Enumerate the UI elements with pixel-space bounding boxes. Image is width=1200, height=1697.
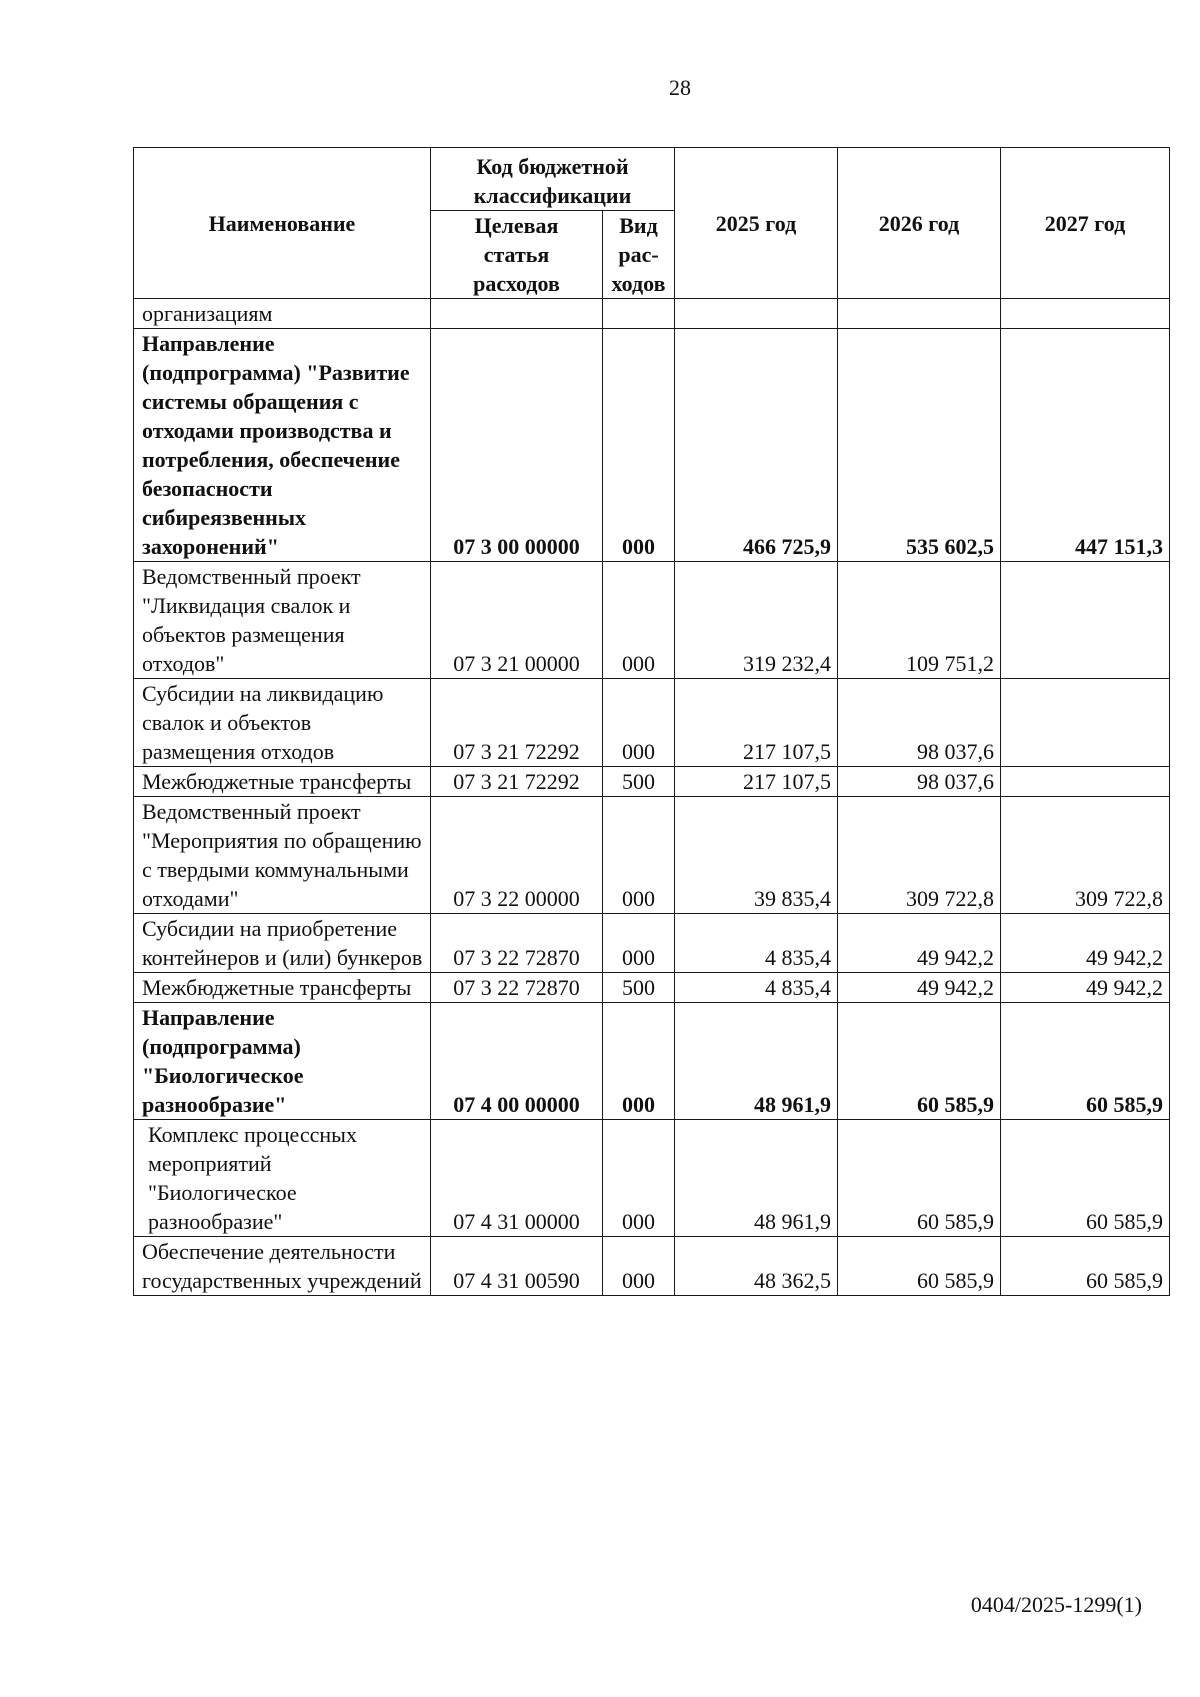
row-name: Обеспечение деятельности государственных учреждений — [134, 1237, 431, 1296]
row-name: Ведомственный проект "Ликвидация свалок и объектов размещения отходов" — [134, 562, 431, 679]
row-value-2026: 109 751,2 — [838, 562, 1001, 679]
row-value-2026: 98 037,6 — [838, 679, 1001, 767]
table-row — [134, 1003, 1170, 1120]
header-2026: 2026 год — [838, 148, 1001, 299]
row-value-2027 — [1001, 299, 1170, 329]
table-row — [134, 329, 1170, 562]
row-target-code: 07 3 21 72292 — [431, 679, 603, 767]
header-code-group: Код бюджетной классификации — [431, 148, 675, 211]
row-value-2027 — [1001, 767, 1170, 797]
row-expense-type: 000 — [603, 679, 675, 767]
row-value-2026: 60 585,9 — [838, 1237, 1001, 1296]
table-row — [134, 973, 1170, 1003]
budget-table — [133, 147, 1170, 1296]
row-value-2027: 60 585,9 — [1001, 1237, 1170, 1296]
row-expense-type: 500 — [603, 767, 675, 797]
row-value-2025 — [675, 299, 838, 329]
row-value-2026: 49 942,2 — [838, 914, 1001, 973]
row-value-2025: 48 961,9 — [675, 1120, 838, 1237]
row-value-2025: 48 961,9 — [675, 1003, 838, 1120]
row-value-2026: 309 722,8 — [838, 797, 1001, 914]
table-row — [134, 299, 1170, 329]
table-row — [134, 1120, 1170, 1237]
header-2027: 2027 год — [1001, 148, 1170, 299]
table-row — [134, 562, 1170, 679]
row-value-2025: 319 232,4 — [675, 562, 838, 679]
header-name: Наименование — [134, 148, 431, 299]
header-target: Целевая статья расходов — [431, 211, 603, 299]
row-target-code: 07 3 00 00000 — [431, 329, 603, 562]
row-value-2026: 535 602,5 — [838, 329, 1001, 562]
row-target-code — [431, 299, 603, 329]
row-expense-type: 000 — [603, 914, 675, 973]
row-name: Направление (подпрограмма) "Биологическое разнообразие" — [134, 1003, 431, 1120]
row-value-2026: 60 585,9 — [838, 1120, 1001, 1237]
row-value-2026: 49 942,2 — [838, 973, 1001, 1003]
row-value-2027 — [1001, 679, 1170, 767]
row-expense-type — [603, 299, 675, 329]
row-target-code: 07 4 31 00000 — [431, 1120, 603, 1237]
row-target-code: 07 3 22 00000 — [431, 797, 603, 914]
row-name: Межбюджетные трансферты — [134, 973, 431, 1003]
row-name: организациям — [134, 299, 431, 329]
row-name: Субсидии на приобретение контейнеров и (или) бункеров — [134, 914, 431, 973]
row-target-code: 07 3 22 72870 — [431, 973, 603, 1003]
row-expense-type: 000 — [603, 562, 675, 679]
table-row — [134, 797, 1170, 914]
table-row — [134, 767, 1170, 797]
row-value-2025: 466 725,9 — [675, 329, 838, 562]
row-name: Ведомственный проект "Мероприятия по обращению с твердыми коммунальными отходами" — [134, 797, 431, 914]
row-expense-type: 500 — [603, 973, 675, 1003]
document-footer-code: 0404/2025-1299(1) — [970, 1592, 1142, 1617]
row-value-2027: 60 585,9 — [1001, 1120, 1170, 1237]
row-value-2025: 39 835,4 — [675, 797, 838, 914]
row-value-2027: 49 942,2 — [1001, 914, 1170, 973]
row-target-code: 07 3 21 72292 — [431, 767, 603, 797]
row-name: Межбюджетные трансферты — [134, 767, 431, 797]
row-value-2026: 60 585,9 — [838, 1003, 1001, 1120]
row-value-2027: 49 942,2 — [1001, 973, 1170, 1003]
table-body — [134, 299, 1170, 1296]
row-target-code: 07 3 22 72870 — [431, 914, 603, 973]
row-value-2027: 309 722,8 — [1001, 797, 1170, 914]
table-row — [134, 914, 1170, 973]
row-value-2025: 217 107,5 — [675, 767, 838, 797]
table-row — [134, 679, 1170, 767]
row-expense-type: 000 — [603, 329, 675, 562]
row-value-2026 — [838, 299, 1001, 329]
row-value-2025: 4 835,4 — [675, 914, 838, 973]
table-row — [134, 1237, 1170, 1296]
row-target-code: 07 3 21 00000 — [431, 562, 603, 679]
row-expense-type: 000 — [603, 1003, 675, 1120]
row-target-code: 07 4 00 00000 — [431, 1003, 603, 1120]
row-value-2025: 4 835,4 — [675, 973, 838, 1003]
row-name: Субсидии на ликвидацию свалок и объектов размещения отходов — [134, 679, 431, 767]
row-expense-type: 000 — [603, 797, 675, 914]
row-value-2025: 217 107,5 — [675, 679, 838, 767]
row-expense-type: 000 — [603, 1237, 675, 1296]
row-target-code: 07 4 31 00590 — [431, 1237, 603, 1296]
row-value-2025: 48 362,5 — [675, 1237, 838, 1296]
row-value-2027: 447 151,3 — [1001, 329, 1170, 562]
row-value-2027 — [1001, 562, 1170, 679]
row-value-2027: 60 585,9 — [1001, 1003, 1170, 1120]
row-value-2026: 98 037,6 — [838, 767, 1001, 797]
row-expense-type: 000 — [603, 1120, 675, 1237]
page-number: 28 — [669, 75, 691, 100]
header-2025: 2025 год — [675, 148, 838, 299]
header-type: Вид рас-ходов — [603, 211, 675, 299]
row-name: Комплекс процессных мероприятий "Биологическое разнообразие" — [134, 1120, 431, 1237]
row-name: Направление (подпрограмма) "Развитие системы обращения с отходами производства и потребления, обеспечение безопасности сибиреязвенных захоронений" — [134, 329, 431, 562]
